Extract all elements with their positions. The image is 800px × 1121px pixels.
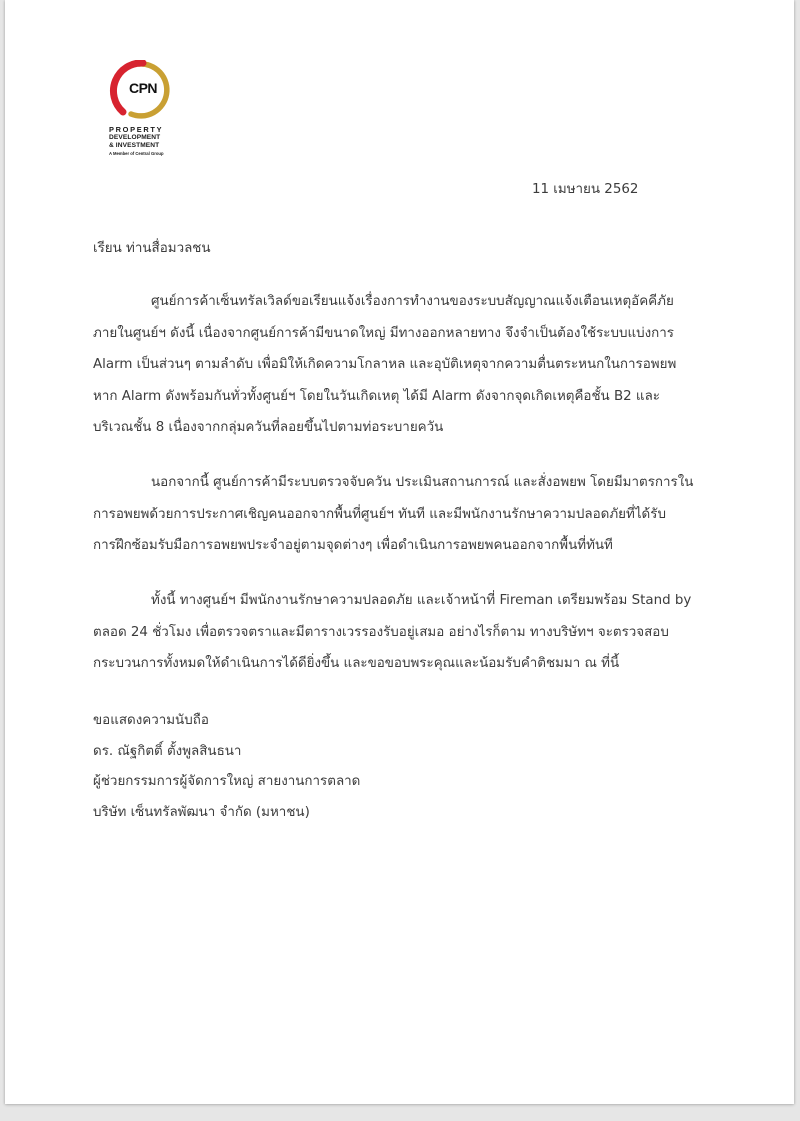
logo-line-investment: & INVESTMENT (109, 142, 160, 149)
paragraph-line: การฝึกซ้อมรับมือการอพยพประจำอยู่ตามจุดต่างๆ เพื่อดำเนินการอพยพคนออกจากพื้นที่ทันที (93, 538, 613, 553)
paragraph-line: การอพยพด้วยการประกาศเชิญคนออกจากพื้นที่ศูนย์ฯ ทันที และมีพนักงานรักษาความปลอดภัยที่ได้รับ (93, 506, 666, 522)
document-page (5, 0, 794, 1104)
paragraph-line: บริเวณชั้น 8 เนื่องจากกลุ่มควันที่ลอยขึ้นไปตามท่อระบายควัน (93, 420, 444, 435)
logo-tagline: A Member of Central Group (109, 151, 164, 156)
cpn-logo-mark-icon (109, 60, 173, 122)
paragraph-line: ภายในศูนย์ฯ ดังนี้ เนื่องจากศูนย์การค้ามีขนาดใหญ่ มีทางออกหลายทาง จึงจำเป็นต้องใช้ระบบแบ่งการ (93, 325, 674, 341)
letter-date: 11 เมษายน 2562 (532, 182, 639, 197)
paragraph-line: ทั้งนี้ ทางศูนย์ฯ มีพนักงานรักษาความปลอดภัย และเจ้าหน้าที่ Fireman เตรียมพร้อม Stand by (151, 593, 692, 608)
signatory-position: ผู้ช่วยกรรมการผู้จัดการใหญ่ สายงานการตลาด (93, 774, 361, 789)
paragraph-1 (93, 286, 713, 444)
letter-signature-block (93, 706, 360, 828)
paragraph-line: Alarm เป็นส่วนๆ ตามลำดับ เพื่อมิให้เกิดความโกลาหล และอุบัติเหตุจากความตื่นตระหนกในการอพยพ (93, 357, 677, 372)
paragraph-line: นอกจากนี้ ศูนย์การค้ามีระบบตรวจจับควัน ประเมินสถานการณ์ และสั่งอพยพ โดยมีมาตรการใน (151, 475, 694, 490)
sign-off: ขอแสดงความนับถือ (93, 713, 209, 728)
signatory-company: บริษัท เซ็นทรัลพัฒนา จำกัด (มหาชน) (93, 804, 310, 820)
logo-wordmark (109, 126, 179, 157)
paragraph-3 (93, 585, 713, 680)
paragraph-line: กระบวนการทั้งหมดให้ดำเนินการได้ดียิ่งขึ้น และขอขอบพระคุณและน้อมรับคำติชมมา ณ ที่นี้ (93, 656, 620, 671)
svg-text:CPN: CPN (128, 80, 158, 96)
paragraph-line: หาก Alarm ดังพร้อมกันทั่วทั้งศูนย์ฯ โดยในวันเกิดเหตุ ได้มี Alarm ดังจากจุดเกิดเหตุคือชั้น B2 และ (93, 388, 660, 404)
paragraph-line: ตลอด 24 ชั่วโมง เพื่อตรวจตราและมีตารางเวรรองรับอยู่เสมอ อย่างไรก็ตาม ทางบริษัทฯ จะตรวจสอบ (93, 624, 669, 640)
paragraph-2 (93, 467, 713, 562)
letter-salutation: เรียน ท่านสื่อมวลชน (93, 241, 211, 256)
cpn-rings-icon (109, 60, 173, 122)
logo-line-development: DEVELOPMENT (109, 134, 161, 141)
paragraph-line: ศูนย์การค้าเซ็นทรัลเวิลด์ขอเรียนแจ้งเรื่องการทำงานของระบบสัญญาณแจ้งเตือนเหตุอัคคีภัย (151, 294, 674, 309)
company-logo (109, 60, 179, 157)
logo-line-property: PROPERTY (109, 125, 164, 134)
signatory-name: ดร. ณัฐกิตติ์ ตั้งพูลสินธนา (93, 743, 242, 759)
